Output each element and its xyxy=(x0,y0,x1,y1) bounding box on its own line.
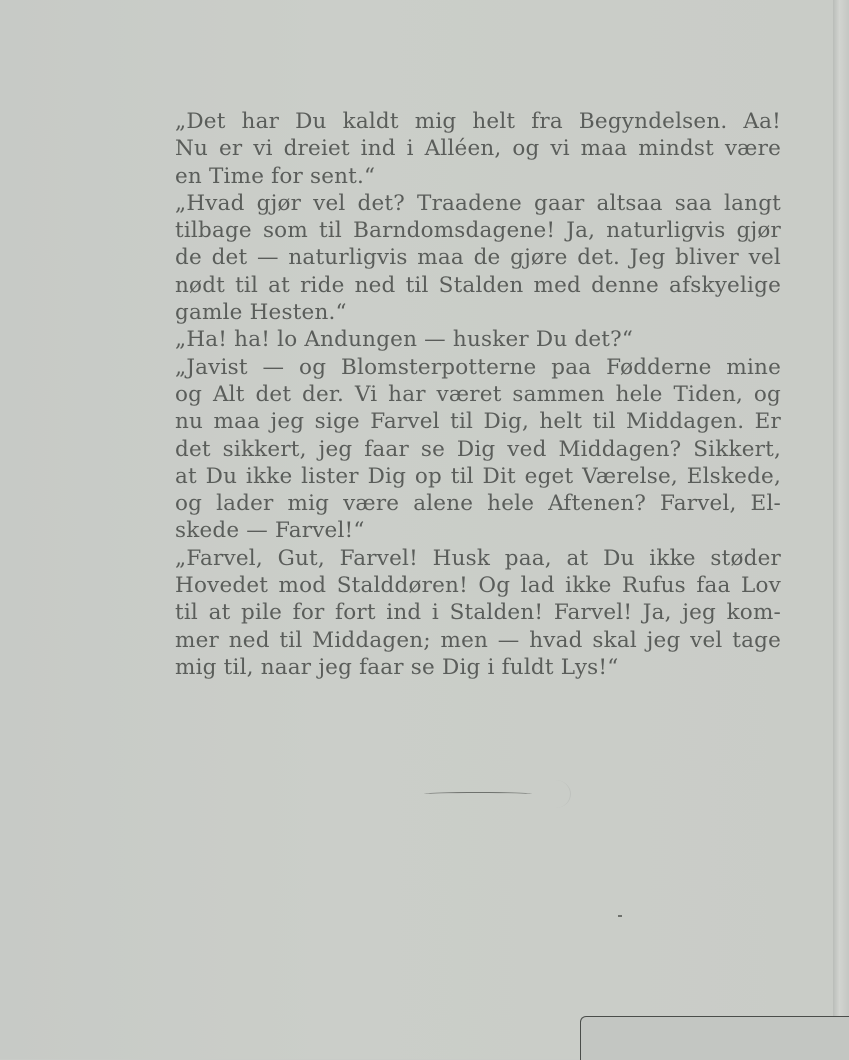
text-block xyxy=(175,108,781,681)
page-speck xyxy=(618,915,622,917)
page-mark xyxy=(540,780,571,808)
text-line: Nu er vi dreiet ind i Alléen, og vi maa mindst være xyxy=(175,136,781,162)
text-line: en Time for sent.“ xyxy=(175,163,376,189)
text-line: mig til, naar jeg faar se Dig i fuldt Lys!“ xyxy=(175,654,619,680)
text-line: det sikkert, jeg faar se Dig ved Middagen? Sikkert, xyxy=(175,436,781,462)
text-line: de det — naturligvis maa de gjøre det. Jeg bliver vel xyxy=(175,245,781,271)
text-line: og lader mig være alene hele Aftenen? Farvel, El- xyxy=(175,491,781,517)
text-line: at Du ikke lister Dig op til Dit eget Værelse, Elskede, xyxy=(175,463,781,489)
text-line: skede — Farvel!“ xyxy=(175,518,365,544)
text-line: og Alt det der. Vi har været sammen hele Tiden, og xyxy=(175,381,781,407)
text-line: mer ned til Middagen; men — hvad skal jeg vel tage xyxy=(175,627,781,653)
text-line: „Ha! ha! lo Andungen — husker Du det?“ xyxy=(175,327,634,353)
text-line: nu maa jeg sige Farvel til Dig, helt til Middagen. Er xyxy=(175,409,781,435)
text-line: „Javist — og Blomsterpotterne paa Fødderne mine xyxy=(175,354,781,380)
page-edge xyxy=(833,0,849,1059)
text-line: nødt til at ride ned til Stalden med denne afskyelige xyxy=(175,272,781,298)
section-ornament xyxy=(424,792,532,796)
text-line: „Hvad gjør vel det? Traadene gaar altsaa saa langt xyxy=(175,190,781,216)
text-line: tilbage som til Barndomsdagene! Ja, naturligvis gjør xyxy=(175,218,781,244)
corner-label-box xyxy=(580,1016,849,1060)
text-line: gamle Hesten.“ xyxy=(175,300,347,326)
text-line: Hovedet mod Stalddøren! Og lad ikke Rufus faa Lov xyxy=(175,573,781,599)
text-line: „Farvel, Gut, Farvel! Husk paa, at Du ikke støder xyxy=(175,545,781,571)
text-line: til at pile for fort ind i Stalden! Farvel! Ja, jeg kom- xyxy=(175,600,781,626)
text-line: „Det har Du kaldt mig helt fra Begyndelsen. Aa! xyxy=(175,109,781,134)
